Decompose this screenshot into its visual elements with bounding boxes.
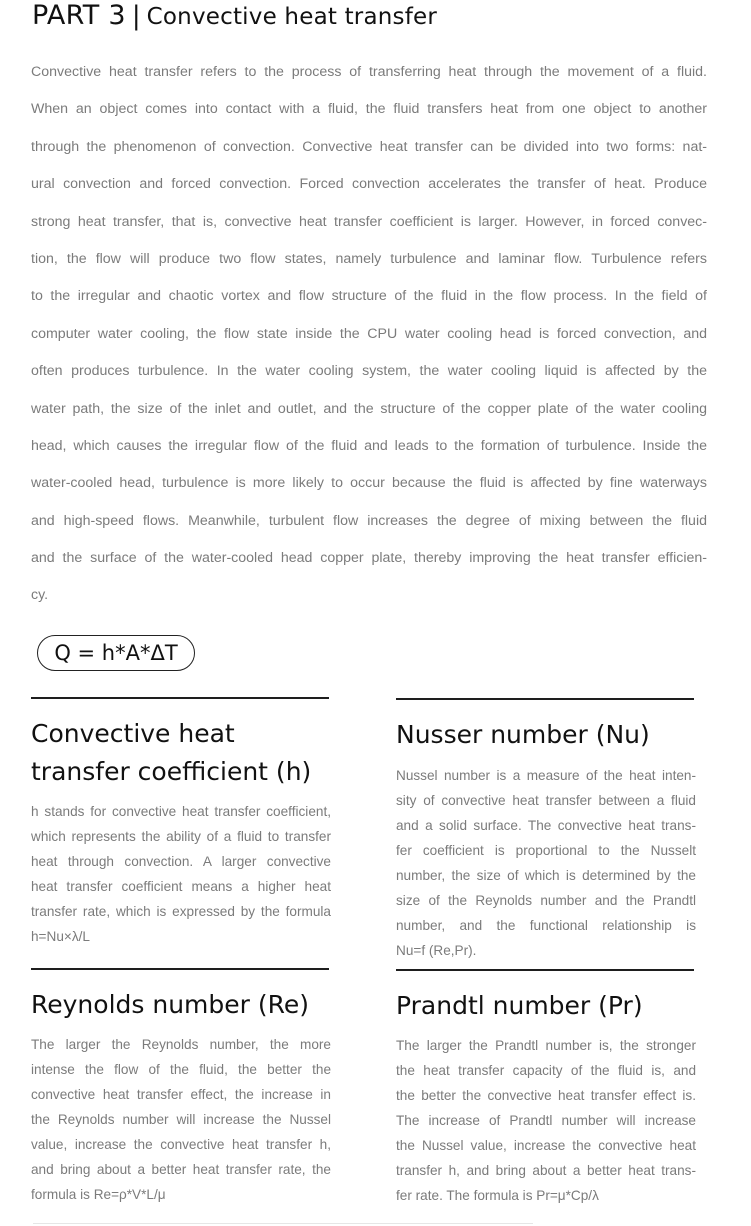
intro-line: water-cooled head, turbulence is more likely to occur because the fluid is affected by fine waterways bbox=[31, 475, 707, 492]
card-title bbox=[396, 716, 696, 754]
intro-line: head, which causes the irregular flow of the fluid and leads to the formation of turbulence. Inside the bbox=[31, 437, 707, 454]
card-body-line: which represents the ability of a fluid to transfer bbox=[31, 829, 331, 844]
card-body-line: and a solid surface. The convective heat trans- bbox=[396, 818, 696, 833]
card-body-line: The larger the Reynolds number, the more bbox=[31, 1037, 331, 1052]
card-body-line: transfer rate, which is expressed by the formula bbox=[31, 904, 331, 919]
section-topic: Convective heat transfer bbox=[146, 4, 438, 30]
card-body-line: value, increase the convective heat transfer h, bbox=[31, 1137, 331, 1152]
heat-transfer-formula: Q = h*A*ΔT bbox=[37, 635, 195, 671]
card-prandtl-number bbox=[396, 969, 696, 1208]
intro-line: through the phenomenon of convection. Convective heat transfer can be divided into two forms: nat- bbox=[31, 138, 707, 155]
bottom-divider bbox=[33, 1223, 533, 1224]
card-body-line: h stands for convective heat transfer coefficient, bbox=[31, 804, 331, 819]
card-body-line: number, and the functional relationship is bbox=[396, 918, 696, 933]
intro-line: water path, the size of the inlet and outlet, and the structure of the copper plate of the water cooling bbox=[31, 400, 707, 417]
card-body-line: h=Nu×λ/L bbox=[31, 929, 90, 944]
card-body-line: the Nussel value, increase the convective heat bbox=[396, 1138, 696, 1153]
divider-rule bbox=[31, 968, 329, 970]
card-title bbox=[31, 715, 331, 791]
part-label: PART 3 bbox=[32, 0, 126, 31]
card-nusselt-number bbox=[396, 698, 696, 963]
card-body-line: Nussel number is a measure of the heat inten- bbox=[396, 768, 696, 783]
card-body-line: the Reynolds number will increase the Nussel bbox=[31, 1112, 331, 1127]
card-body bbox=[31, 799, 331, 949]
card-body-line: the better the convective heat transfer effect is. bbox=[396, 1088, 696, 1103]
card-title bbox=[31, 986, 331, 1024]
card-heat-transfer-coefficient bbox=[31, 697, 331, 949]
intro-line: and high-speed flows. Meanwhile, turbulent flow increases the degree of mixing between the fluid bbox=[31, 512, 707, 529]
card-body-line: heat transfer coefficient means a higher heat bbox=[31, 879, 331, 894]
page-title bbox=[32, 0, 437, 36]
divider-rule bbox=[396, 969, 694, 971]
card-body bbox=[396, 1033, 696, 1208]
intro-line: cy. bbox=[31, 587, 49, 604]
card-body bbox=[396, 763, 696, 963]
title-divider: | bbox=[131, 1, 141, 31]
card-body-line: number, the size of which is determined by the bbox=[396, 868, 696, 883]
card-body bbox=[31, 1032, 331, 1207]
card-body-line: The increase of Prandtl number will increase bbox=[396, 1113, 696, 1128]
card-body-line: heat through convection. A larger convective bbox=[31, 854, 331, 869]
intro-line: computer water cooling, the flow state inside the CPU water cooling head is forced convection, and bbox=[31, 325, 707, 342]
intro-paragraph bbox=[31, 58, 707, 619]
card-body-line: intense the flow of the fluid, the better the bbox=[31, 1062, 331, 1077]
intro-line: to the irregular and chaotic vortex and flow structure of the fluid in the flow process. In the field of bbox=[31, 288, 707, 305]
card-title-line: transfer coefficient (h) bbox=[31, 757, 312, 786]
card-body-line: the heat transfer capacity of the fluid is, and bbox=[396, 1063, 696, 1078]
intro-line: and the surface of the water-cooled head copper plate, thereby improving the heat transfer efficien- bbox=[31, 550, 707, 567]
intro-line: strong heat transfer, that is, convective heat transfer coefficient is larger. However, in forced convec- bbox=[31, 213, 707, 230]
intro-line: ural convection and forced convection. Forced convection accelerates the transfer of heat. Produce bbox=[31, 176, 707, 193]
intro-line: often produces turbulence. In the water cooling system, the water cooling liquid is affected by the bbox=[31, 363, 707, 380]
intro-line: tion, the flow will produce two flow states, namely turbulence and laminar flow. Turbulence refers bbox=[31, 250, 707, 267]
card-body-line: The larger the Prandtl number is, the stronger bbox=[396, 1038, 696, 1053]
card-body-line: fer coefficient is proportional to the Nusselt bbox=[396, 843, 696, 858]
intro-line: When an object comes into contact with a fluid, the fluid transfers heat from one object to another bbox=[31, 101, 707, 118]
card-body-line: Nu=f (Re,Pr). bbox=[396, 943, 477, 958]
card-body-line: sity of convective heat transfer between a fluid bbox=[396, 793, 696, 808]
card-body-line: formula is Re=ρ*V*L/μ bbox=[31, 1187, 166, 1202]
card-title-line: Reynolds number (Re) bbox=[31, 990, 310, 1019]
intro-line: Convective heat transfer refers to the process of transferring heat through the movement of a fluid. bbox=[31, 64, 707, 80]
card-body-line: convective heat transfer effect, the increase in bbox=[31, 1087, 331, 1102]
card-title-line: Convective heat bbox=[31, 719, 235, 748]
card-body-line: transfer h, and bring about a better heat trans- bbox=[396, 1163, 696, 1178]
card-reynolds-number bbox=[31, 968, 331, 1207]
card-body-line: fer rate. The formula is Pr=μ*Cp/λ bbox=[396, 1188, 599, 1203]
card-title-line: Prandtl number (Pr) bbox=[396, 991, 643, 1020]
divider-rule bbox=[31, 697, 329, 699]
card-title-line: Nusser number (Nu) bbox=[396, 720, 650, 749]
card-body-line: size of the Reynolds number and the Prandtl bbox=[396, 893, 696, 908]
card-body-line: and bring about a better heat transfer rate, the bbox=[31, 1162, 331, 1177]
card-title bbox=[396, 987, 696, 1025]
divider-rule bbox=[396, 698, 694, 700]
